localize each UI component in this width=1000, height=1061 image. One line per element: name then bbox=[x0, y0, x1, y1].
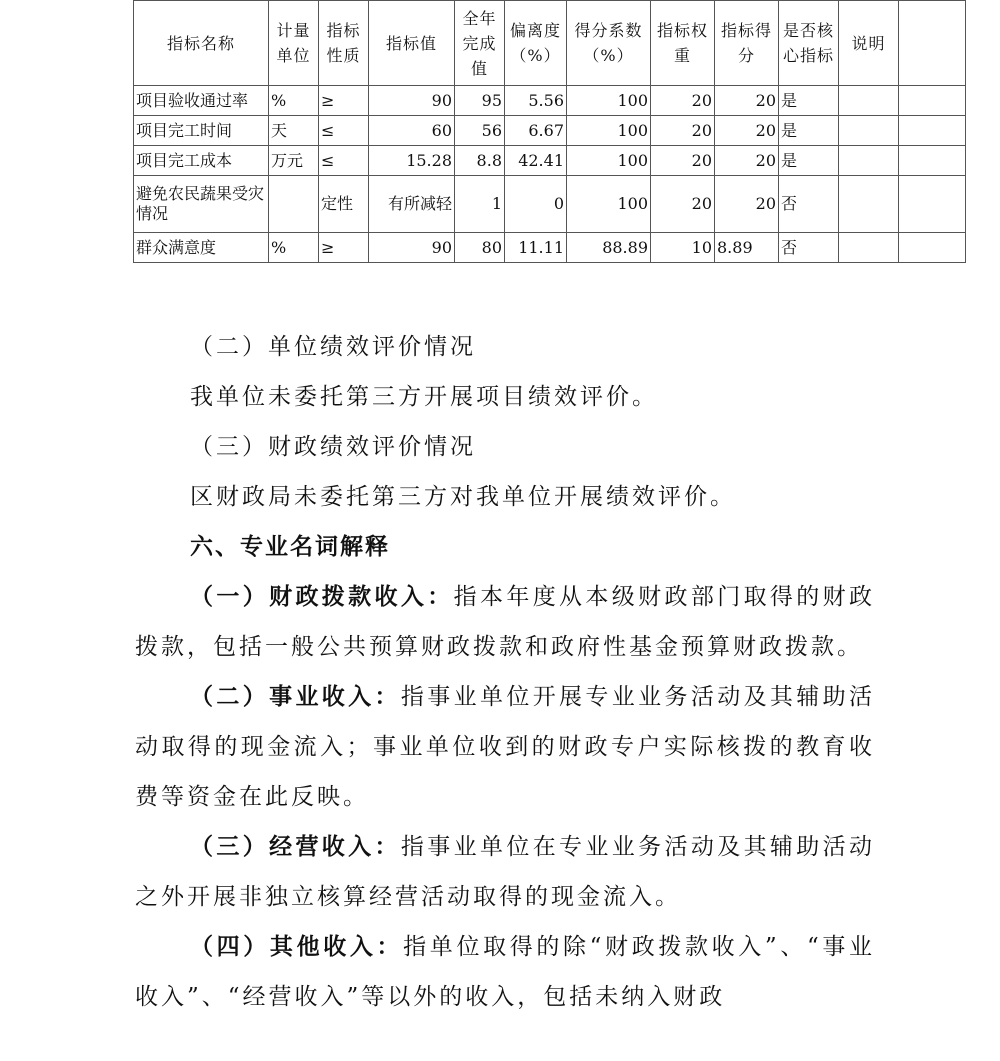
cell-deviation: 0 bbox=[505, 176, 567, 233]
cell-core-indicator: 是 bbox=[779, 86, 839, 116]
glossary-heading: 六、专业名词解释 bbox=[190, 534, 390, 560]
cell-weight: 20 bbox=[651, 116, 715, 146]
cell-score: 20 bbox=[715, 146, 779, 176]
table-header-row bbox=[134, 1, 966, 86]
unit-eval-heading: （二）单位绩效评价情况 bbox=[190, 334, 476, 360]
cell-target-value: 60 bbox=[369, 116, 455, 146]
glossary-term: （三）经营收入： bbox=[190, 833, 401, 860]
cell-blank bbox=[899, 116, 966, 146]
table-row bbox=[134, 116, 966, 146]
document-body bbox=[135, 322, 875, 1022]
glossary-definition: 指单位取得的除“财政拨款收入”、“事业收入”、“经营收入”等以外的收入，包括未纳入财政 bbox=[135, 934, 876, 1010]
cell-deviation: 11.11 bbox=[505, 233, 567, 263]
glossary-definition: 指本年度从本级财政部门取得的财政拨款，包括一般公共预算财政拨款和政府性基金预算财政拨款。 bbox=[135, 584, 876, 660]
cell-core-indicator: 是 bbox=[779, 146, 839, 176]
glossary-term: （一）财政拨款收入： bbox=[190, 583, 454, 610]
header-weight: 指标权重 bbox=[651, 1, 715, 86]
header-indicator-name: 指标名称 bbox=[134, 1, 269, 86]
glossary-item bbox=[135, 822, 875, 922]
cell-deviation: 42.41 bbox=[505, 146, 567, 176]
cell-blank bbox=[899, 233, 966, 263]
cell-core-indicator: 是 bbox=[779, 116, 839, 146]
header-unit: 计量单位 bbox=[269, 1, 319, 86]
header-deviation: 偏离度（%） bbox=[505, 1, 567, 86]
glossary-definition: 指事业单位开展专业业务活动及其辅助活动取得的现金流入；事业单位收到的财政专户实际核拨的教育收费等资金在此反映。 bbox=[135, 684, 876, 810]
table-row bbox=[134, 233, 966, 263]
cell-score-coefficient: 100 bbox=[567, 116, 651, 146]
header-score-coefficient: 得分系数（%） bbox=[567, 1, 651, 86]
cell-remarks bbox=[839, 146, 899, 176]
cell-nature: 定性 bbox=[319, 176, 369, 233]
cell-indicator-name: 避免农民蔬果受灾情况 bbox=[134, 176, 269, 233]
cell-score: 8.89 bbox=[715, 233, 779, 263]
cell-score-coefficient: 100 bbox=[567, 176, 651, 233]
finance-eval-text: 区财政局未委托第三方对我单位开展绩效评价。 bbox=[190, 484, 736, 510]
cell-indicator-name: 项目完工时间 bbox=[134, 116, 269, 146]
cell-score-coefficient: 100 bbox=[567, 86, 651, 116]
cell-blank bbox=[899, 146, 966, 176]
glossary-item bbox=[135, 572, 875, 672]
cell-blank bbox=[899, 176, 966, 233]
cell-weight: 20 bbox=[651, 86, 715, 116]
cell-weight: 20 bbox=[651, 176, 715, 233]
glossary-term: （二）事业收入： bbox=[190, 683, 401, 710]
cell-deviation: 5.56 bbox=[505, 86, 567, 116]
header-actual-value: 全年完成值 bbox=[455, 1, 505, 86]
table-row bbox=[134, 146, 966, 176]
cell-nature: ≤ bbox=[319, 146, 369, 176]
cell-unit bbox=[269, 176, 319, 233]
cell-actual-value: 80 bbox=[455, 233, 505, 263]
cell-blank bbox=[899, 86, 966, 116]
glossary-item bbox=[135, 672, 875, 822]
cell-actual-value: 56 bbox=[455, 116, 505, 146]
cell-indicator-name: 项目验收通过率 bbox=[134, 86, 269, 116]
unit-eval-text: 我单位未委托第三方开展项目绩效评价。 bbox=[190, 384, 658, 410]
header-score: 指标得分 bbox=[715, 1, 779, 86]
cell-unit: 万元 bbox=[269, 146, 319, 176]
header-core-indicator: 是否核心指标 bbox=[779, 1, 839, 86]
cell-nature: ≤ bbox=[319, 116, 369, 146]
cell-target-value: 90 bbox=[369, 233, 455, 263]
cell-deviation: 6.67 bbox=[505, 116, 567, 146]
cell-indicator-name: 群众满意度 bbox=[134, 233, 269, 263]
cell-remarks bbox=[839, 176, 899, 233]
table-row bbox=[134, 176, 966, 233]
performance-indicator-table bbox=[133, 0, 966, 263]
header-remarks: 说明 bbox=[839, 1, 899, 86]
cell-score: 20 bbox=[715, 176, 779, 233]
cell-weight: 20 bbox=[651, 146, 715, 176]
cell-core-indicator: 否 bbox=[779, 176, 839, 233]
header-blank bbox=[899, 1, 966, 86]
cell-indicator-name: 项目完工成本 bbox=[134, 146, 269, 176]
cell-remarks bbox=[839, 86, 899, 116]
cell-actual-value: 1 bbox=[455, 176, 505, 233]
cell-core-indicator: 否 bbox=[779, 233, 839, 263]
glossary-definition: 指事业单位在专业业务活动及其辅助活动之外开展非独立核算经营活动取得的现金流入。 bbox=[135, 834, 876, 910]
cell-remarks bbox=[839, 116, 899, 146]
cell-nature: ≥ bbox=[319, 233, 369, 263]
cell-actual-value: 95 bbox=[455, 86, 505, 116]
header-nature: 指标性质 bbox=[319, 1, 369, 86]
cell-unit: % bbox=[269, 86, 319, 116]
cell-target-value: 有所减轻 bbox=[369, 176, 455, 233]
cell-target-value: 15.28 bbox=[369, 146, 455, 176]
cell-weight: 10 bbox=[651, 233, 715, 263]
cell-score-coefficient: 100 bbox=[567, 146, 651, 176]
cell-unit: % bbox=[269, 233, 319, 263]
cell-unit: 天 bbox=[269, 116, 319, 146]
cell-score: 20 bbox=[715, 86, 779, 116]
glossary-term: （四）其他收入： bbox=[190, 933, 404, 960]
cell-score-coefficient: 88.89 bbox=[567, 233, 651, 263]
header-target-value: 指标值 bbox=[369, 1, 455, 86]
cell-target-value: 90 bbox=[369, 86, 455, 116]
glossary-item bbox=[135, 922, 875, 1022]
cell-nature: ≥ bbox=[319, 86, 369, 116]
finance-eval-heading: （三）财政绩效评价情况 bbox=[190, 434, 476, 460]
table-row bbox=[134, 86, 966, 116]
cell-remarks bbox=[839, 233, 899, 263]
cell-actual-value: 8.8 bbox=[455, 146, 505, 176]
cell-score: 20 bbox=[715, 116, 779, 146]
